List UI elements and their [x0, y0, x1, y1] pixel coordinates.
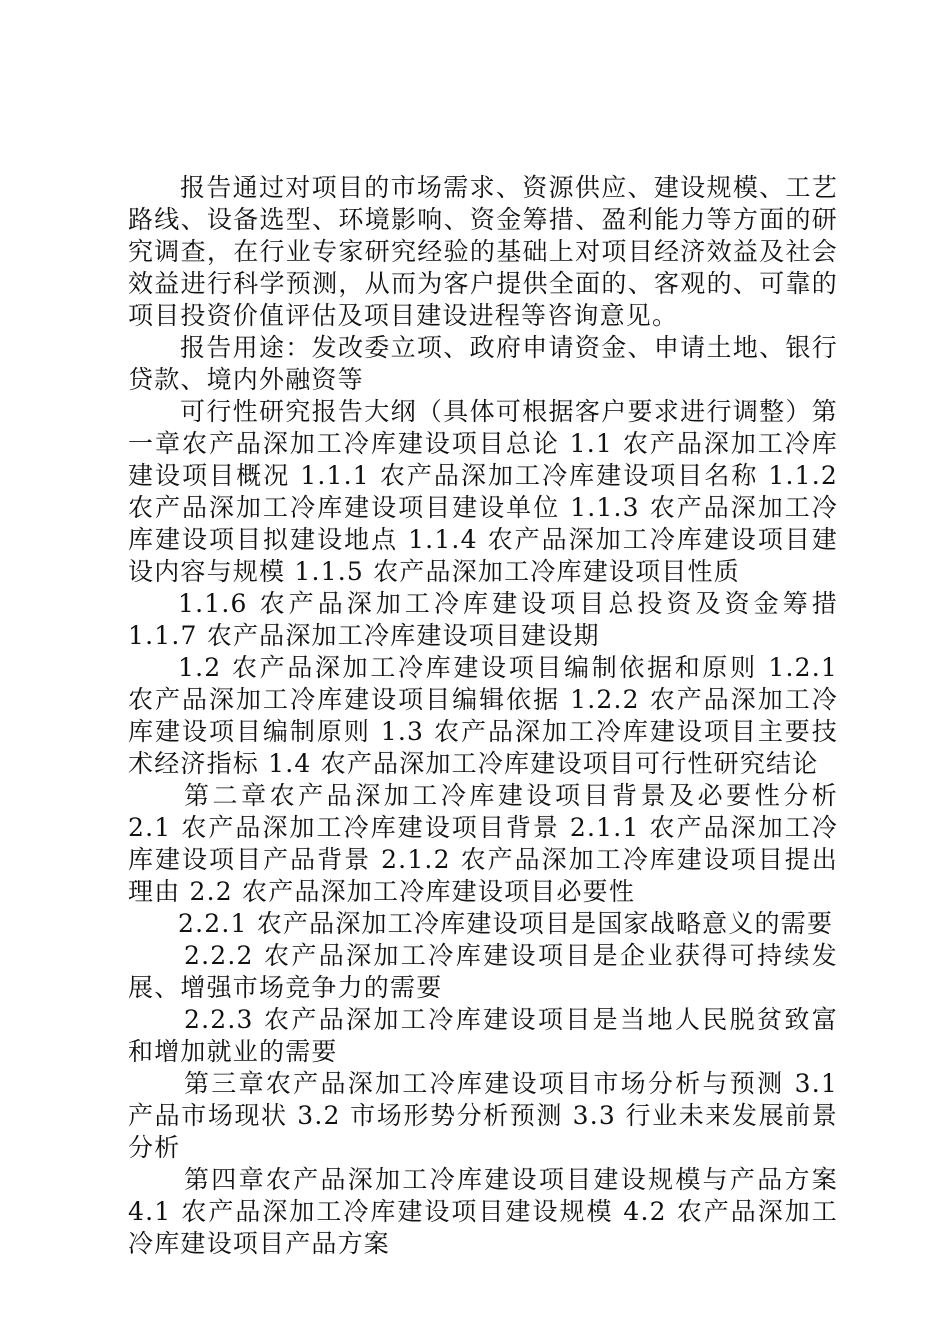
- document-body: [128, 172, 838, 1260]
- paragraph-chapter-3: 第三章农产品深加工冷库建设项目市场分析与预测 3.1 产品市场现状 3.2 市场形势分析预测 3.3 行业未来发展前景分析: [128, 1069, 838, 1162]
- paragraph-report-usage: 报告用途：发改委立项、政府申请资金、申请土地、银行贷款、境内外融资等: [128, 333, 838, 394]
- paragraph-section-2-2-2: 2.2.2 农产品深加工冷库建设项目是企业获得可持续发展、增强市场竞争力的需要: [128, 941, 838, 1002]
- paragraph-section-1-2: 1.2 农产品深加工冷库建设项目编制依据和原则 1.2.1 农产品深加工冷库建设项目编辑依据 1.2.2 农产品深加工冷库建设项目编制原则 1.3 农产品深加工冷库建设项目主要技术经济指标 1.4 农产品深加工冷库建设项目可行性研究结论: [128, 653, 838, 778]
- paragraph-section-2-2-1: 2.2.1 农产品深加工冷库建设项目是国家战略意义的需要: [178, 909, 834, 938]
- paragraph-chapter-2: 第二章农产品深加工冷库建设项目背景及必要性分析 2.1 农产品深加工冷库建设项目背景 2.1.1 农产品深加工冷库建设项目产品背景 2.1.2 农产品深加工冷库建设项目提出理由 2.2 农产品深加工冷库建设项目必要性: [128, 781, 838, 906]
- paragraph-chapter-4: 第四章农产品深加工冷库建设项目建设规模与产品方案 4.1 农产品深加工冷库建设项目建设规模 4.2 农产品深加工冷库建设项目产品方案: [128, 1165, 838, 1258]
- paragraph-outline-chapter-1: 可行性研究报告大纲（具体可根据客户要求进行调整）第一章农产品深加工冷库建设项目总论 1.1 农产品深加工冷库建设项目概况 1.1.1 农产品深加工冷库建设项目名称 1.1.2 农产品深加工冷库建设项目建设单位 1.1.3 农产品深加工冷库建设项目拟建设地点 1.1.4 农产品深加工冷库建设项目建设内容与规模 1.1.5 农产品深加工冷库建设项目性质: [128, 397, 838, 586]
- paragraph-report-overview: 报告通过对项目的市场需求、资源供应、建设规模、工艺路线、设备选型、环境影响、资金筹措、盈利能力等方面的研究调查，在行业专家研究经验的基础上对项目经济效益及社会效益进行科学预测，从而为客户提供全面的、客观的、可靠的项目投资价值评估及项目建设进程等咨询意见。: [128, 173, 838, 330]
- paragraph-section-2-2-3: 2.2.3 农产品深加工冷库建设项目是当地人民脱贫致富和增加就业的需要: [128, 1005, 838, 1066]
- paragraph-section-1-1-6: 1.1.6 农产品深加工冷库建设项目总投资及资金筹措 1.1.7 农产品深加工冷库建设项目建设期: [128, 589, 838, 650]
